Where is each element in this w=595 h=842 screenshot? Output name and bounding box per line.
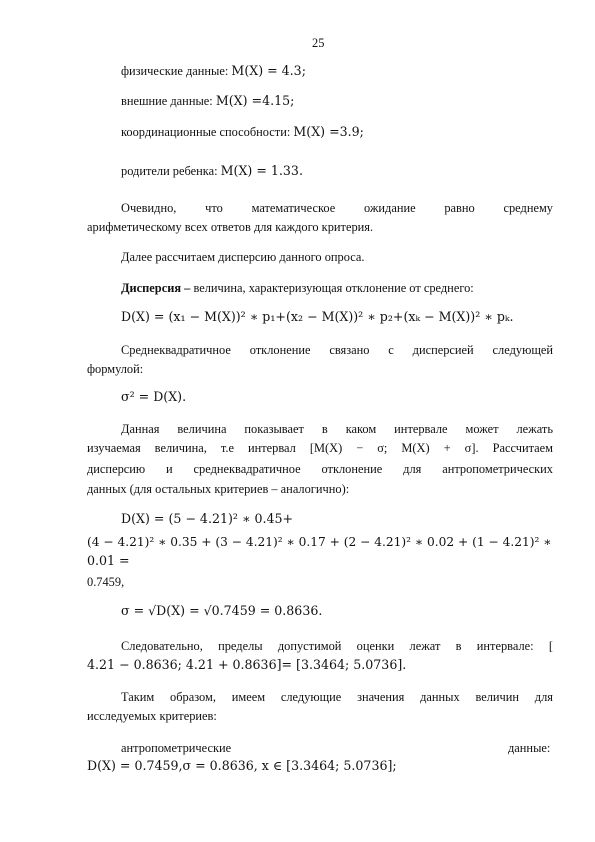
interval-line-4: данных (для остальных критериев – аналогично): (87, 482, 350, 496)
interval-line-2: изучаемая величина, т.е интервал [M(X) − σ; M(X) + σ]. Рассчитаем (87, 441, 553, 455)
anthro-label-right: данные: (508, 741, 551, 755)
mean-parents-label: родители ребенка: (121, 164, 218, 178)
dispersion-text: величина, характеризующая отклонение от среднего: (190, 281, 474, 295)
mean-physical-formula: M(X) = 4.3; (231, 63, 306, 78)
std-intro-line-2: формулой: (87, 362, 144, 376)
mean-external-label: внешние данные: (121, 94, 213, 108)
page-number: 25 (312, 36, 325, 50)
calc-line-1: D(X) = (5 − 4.21)² ∗ 0.45+ (121, 511, 294, 526)
std-intro-line-1: Среднеквадратичное отклонение связано с дисперсией следующей (121, 343, 553, 357)
sigma-calc: σ = √D(X) = √0.7459 = 0.8636. (121, 603, 323, 618)
dispersion-term: Дисперсия – (121, 281, 191, 295)
dispersion-formula: D(X) = (x₁ − M(X))² ∗ p₁+(x₂ − M(X))² ∗ p₂+(xₖ − M(X))² ∗ pₖ. (121, 309, 514, 324)
dispersion-definition (121, 280, 474, 296)
mean-parents-formula: M(X) = 1.33. (220, 163, 303, 178)
mean-coordination-formula: M(X) =3.9; (293, 124, 364, 139)
summary-line-2: исследуемых критериев: (87, 709, 217, 723)
calc-line-3: 0.01 = (87, 553, 130, 568)
mean-coordination-label: координационные способности: (121, 125, 291, 139)
obvious-line-2: арифметическому всех ответов для каждого критерия. (87, 220, 374, 234)
mean-parents (121, 163, 303, 179)
conclusion-line-2: 4.21 − 0.8636; 4.21 + 0.8636]= [3.3464; 5.0736]. (87, 657, 407, 672)
calc-line-2: (4 − 4.21)² ∗ 0.35 + (3 − 4.21)² ∗ 0.17 + (2 − 4.21)² ∗ 0.02 + (1 − 4.21)² ∗ (87, 535, 552, 549)
obvious-line-1: Очевидно, что математическое ожидание равно среднему (121, 201, 553, 215)
conclusion-line-1: Следовательно, пределы допустимой оценки лежат в интервале: [ (121, 639, 553, 653)
interval-line-1: Данная величина показывает в каком интервале может лежать (121, 422, 553, 436)
std-formula: σ² = D(X). (121, 389, 187, 404)
calc-line-4: 0.7459, (87, 575, 125, 589)
mean-external (121, 93, 294, 109)
summary-line-1: Таким образом, имеем следующие значения данных величин для (121, 690, 553, 704)
mean-physical (121, 63, 306, 79)
next-calc-text: Далее рассчитаем дисперсию данного опроса. (121, 250, 365, 264)
anthro-values: D(X) = 0.7459,σ = 0.8636, x ∈ [3.3464; 5.0736]; (87, 758, 397, 773)
mean-external-formula: M(X) =4.15; (215, 93, 295, 108)
mean-coordination (121, 124, 364, 140)
mean-physical-label: физические данные: (121, 64, 229, 78)
interval-line-3: дисперсию и среднеквадратичное отклонение для антропометрических (87, 462, 553, 476)
anthro-label-left: антропометрические (121, 741, 232, 755)
